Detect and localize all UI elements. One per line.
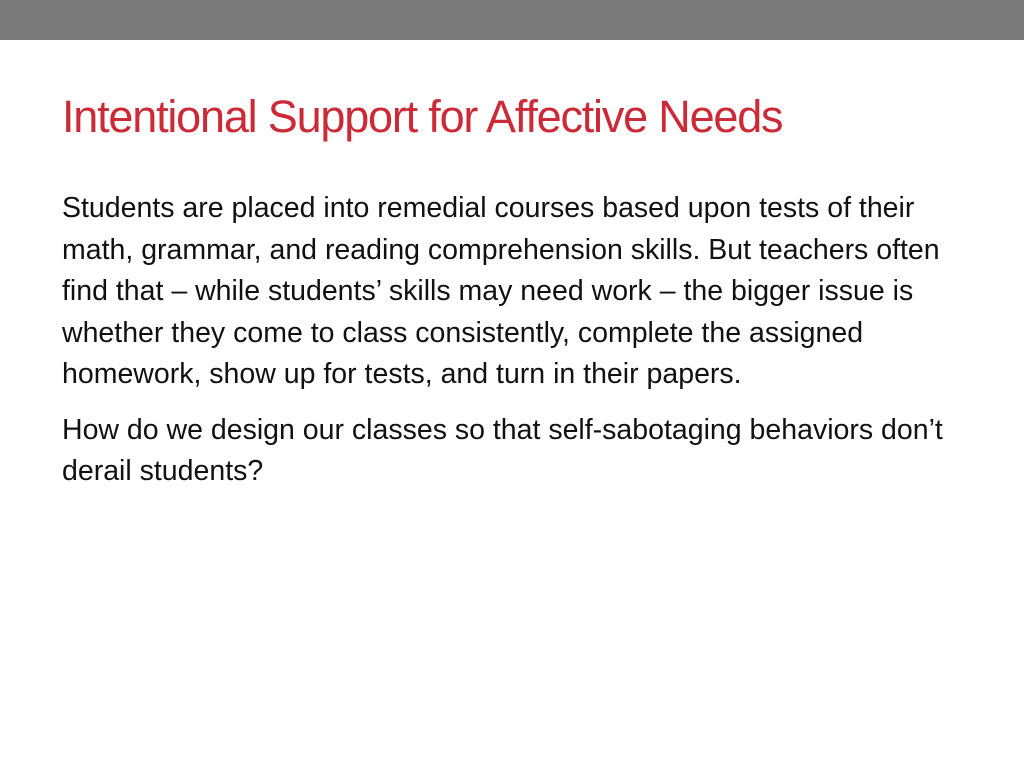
- slide-body: [62, 188, 982, 507]
- top-decorative-bar: [0, 0, 1024, 40]
- body-paragraph-1: Students are placed into remedial courses based upon tests of their math, grammar, and reading comprehension skills. But teachers often find that – while students’ skills may need work – the bigger issue is whether they come to class consistently, complete the assigned homework, show up for tests, and turn in their papers.: [62, 192, 940, 390]
- slide-title: Intentional Support for Affective Needs: [62, 91, 783, 142]
- body-paragraph-2: How do we design our classes so that self-sabotaging behaviors don’t derail students?: [62, 413, 943, 487]
